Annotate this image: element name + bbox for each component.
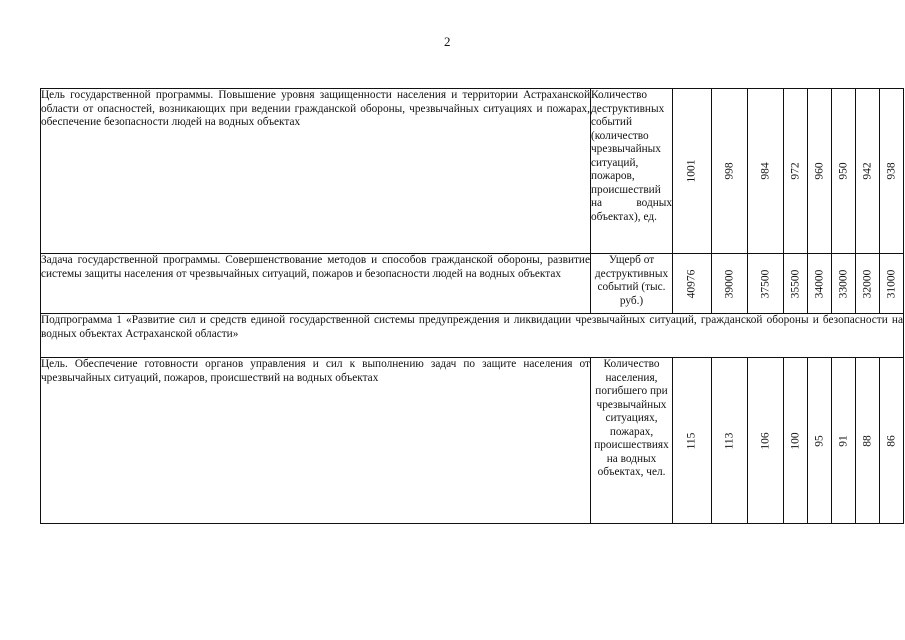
value-text: 95 [812, 434, 825, 447]
value-text: 942 [860, 162, 873, 180]
value-text: 37500 [758, 269, 771, 298]
value-text: 984 [758, 162, 771, 180]
value-text: 960 [812, 162, 825, 180]
value-cell [808, 254, 832, 314]
value-text: 34000 [812, 269, 825, 298]
value-cell [880, 358, 904, 524]
value-cell [808, 358, 832, 524]
value-cell [832, 358, 856, 524]
value-cell [856, 89, 880, 254]
value-cell [808, 89, 832, 254]
value-text: 106 [758, 431, 771, 450]
value-text: 950 [836, 162, 849, 180]
value-text: 39000 [722, 269, 735, 298]
value-cell [856, 254, 880, 314]
value-text: 88 [860, 434, 873, 447]
value-cell [748, 89, 784, 254]
value-text: 33000 [836, 269, 849, 298]
value-cell [748, 358, 784, 524]
subprogram-header: Подпрограмма 1 «Развитие сил и средств единой государственной системы предупреждения и ликвидации чрезвычайных ситуаций, гражданской обороны и безопасности на водных объектах Астраханской области» [41, 314, 904, 358]
value-text: 31000 [884, 269, 897, 298]
value-text: 86 [884, 434, 897, 447]
table-row [41, 358, 904, 524]
task-cell: Задача государственной программы. Совершенствование методов и способов гражданской обороны, развитие системы защиты населения от чрезвычайных ситуаций, пожаров и безопасности людей на водных объектах [41, 254, 591, 314]
indicator-cell: Количество населения, погибшего при чрезвычайных ситуациях, пожарах, происшествиях на водных объектах, чел. [591, 358, 673, 524]
indicator-cell: Количество деструктивных событий (количество чрезвычайных ситуаций, пожаров, происшествий на водных объектах), ед. [591, 89, 673, 254]
value-text: 40976 [685, 269, 698, 298]
value-cell [880, 254, 904, 314]
value-cell [784, 89, 808, 254]
value-text: 32000 [860, 269, 873, 298]
value-cell [748, 254, 784, 314]
value-cell [673, 254, 712, 314]
value-text: 35500 [788, 269, 801, 298]
value-cell [673, 358, 712, 524]
value-cell [832, 254, 856, 314]
indicators-table [40, 88, 904, 524]
table-row [41, 89, 904, 254]
value-text: 1001 [685, 159, 698, 183]
goal-cell: Цель. Обеспечение готовности органов управления и сил к выполнению задач по защите населения от чрезвычайных ситуаций, пожаров, происшествий на водных объектах [41, 358, 591, 524]
value-cell [712, 254, 748, 314]
value-cell [712, 89, 748, 254]
value-cell [856, 358, 880, 524]
value-cell [832, 89, 856, 254]
value-text: 998 [722, 162, 735, 180]
value-text: 113 [722, 432, 735, 449]
value-cell [784, 358, 808, 524]
value-text: 115 [685, 432, 698, 449]
value-cell [784, 254, 808, 314]
goal-cell: Цель государственной программы. Повышение уровня защищенности населения и территории Астраханской области от опасностей, возникающих при ведении гражданской обороны, чрезвычайных ситуациях и пожарах, обеспечение безопасности людей на водных объектах [41, 89, 591, 254]
table-row [41, 314, 904, 358]
value-text: 91 [836, 434, 849, 447]
value-text: 100 [788, 431, 801, 450]
value-text: 972 [788, 162, 801, 180]
value-cell [712, 358, 748, 524]
table-row [41, 254, 904, 314]
value-cell [673, 89, 712, 254]
value-text: 938 [884, 162, 897, 180]
indicator-cell: Ущерб от деструктивных событий (тыс. руб.) [591, 254, 673, 314]
value-cell [880, 89, 904, 254]
page-number: 2 [444, 34, 451, 49]
